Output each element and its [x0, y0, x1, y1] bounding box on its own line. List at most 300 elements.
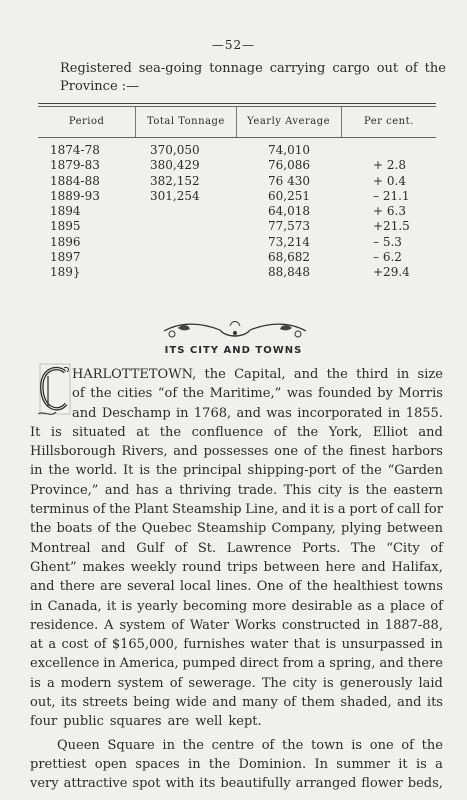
table-cell-total	[150, 265, 236, 280]
word: of	[405, 61, 418, 76]
text-line	[72, 384, 443, 403]
table-cell-period: 1895	[50, 219, 81, 234]
word: desirable	[291, 598, 353, 614]
word: the	[424, 61, 446, 76]
table-cell-period: 1889-93	[50, 188, 100, 203]
table-cell-percent: + 6.3	[373, 204, 406, 219]
word: terminus	[30, 502, 90, 518]
word: of	[288, 579, 302, 595]
word: cargo	[332, 61, 370, 76]
word: Registered	[60, 61, 132, 76]
word: of	[430, 540, 443, 556]
word: place	[389, 598, 426, 614]
word: between	[263, 559, 320, 575]
word: the	[322, 444, 344, 460]
word: wide	[175, 695, 207, 711]
table-body	[38, 138, 436, 281]
word: the	[30, 521, 52, 537]
word: “Garden	[387, 463, 443, 479]
word: in	[430, 637, 443, 653]
page-number: —52—	[211, 38, 256, 52]
text-line	[30, 500, 443, 519]
word: shipping-port	[247, 463, 337, 479]
word: Works	[234, 617, 277, 633]
table-cell-total: 370,050	[150, 143, 200, 157]
word: centre	[211, 737, 255, 753]
word: is	[325, 637, 337, 653]
word: is	[348, 482, 360, 498]
word: its	[60, 695, 78, 711]
word: direct	[239, 656, 279, 672]
table-cell-average: 60,251	[268, 188, 310, 203]
word: and	[361, 559, 386, 575]
word: well	[195, 714, 223, 730]
word: St.	[197, 540, 217, 556]
word: towns	[403, 579, 443, 595]
word: sewerage.	[188, 675, 256, 691]
word: beds,	[407, 776, 443, 792]
word: with	[165, 776, 195, 792]
table-cell-period: 1896	[50, 234, 81, 249]
word: kept.	[228, 714, 262, 730]
word: of	[97, 521, 111, 537]
word: 1887-88,	[384, 617, 443, 633]
word: York,	[328, 424, 363, 440]
word: incorporated	[297, 405, 383, 421]
word: eastern	[393, 482, 443, 498]
word: and	[72, 405, 97, 421]
table-cell-total: 380,429	[150, 158, 200, 173]
word: and	[397, 695, 422, 711]
word: and	[282, 502, 307, 518]
word: in	[188, 756, 201, 772]
word: confluence	[191, 424, 264, 440]
word: America,	[119, 656, 179, 672]
word: tonnage	[209, 61, 263, 76]
word: out,	[30, 695, 56, 711]
word: that	[293, 637, 321, 653]
word: in	[366, 617, 379, 633]
word: of	[261, 737, 275, 753]
word: in	[103, 656, 116, 672]
word: This	[283, 482, 312, 498]
word: Company,	[271, 521, 336, 537]
word: it	[106, 598, 117, 614]
word: town	[311, 737, 344, 753]
table-cell-total: 301,254	[150, 188, 200, 203]
word: several	[127, 579, 175, 595]
table-cell-average: 77,573	[268, 219, 310, 234]
word: between	[386, 521, 443, 537]
word: more	[252, 598, 287, 614]
word: HARLOTTETOWN,	[72, 367, 197, 382]
intro-paragraph	[60, 60, 446, 96]
table-cell-average: 76 430	[268, 173, 310, 188]
word: of	[169, 675, 183, 691]
word: a	[317, 656, 326, 672]
text-line	[30, 577, 443, 596]
word: the	[421, 737, 443, 753]
word: Maritime,”	[209, 386, 282, 402]
word: flower	[361, 776, 403, 792]
word: laid	[418, 675, 443, 691]
word: in	[30, 598, 43, 614]
word: shaded,	[340, 695, 392, 711]
word: Province,”	[30, 482, 99, 498]
word: harbors	[391, 444, 443, 460]
word: of	[283, 695, 296, 711]
text-line	[30, 461, 443, 480]
text-line	[30, 481, 443, 500]
word: and	[104, 482, 130, 498]
table-cell-period: 1894	[50, 204, 81, 219]
word: pumped	[182, 656, 236, 672]
word: arranged	[295, 776, 357, 792]
word: and	[101, 540, 126, 556]
word: city	[292, 675, 317, 691]
word: are	[100, 579, 122, 595]
word: open	[94, 756, 127, 772]
word: The	[350, 540, 376, 556]
word: Steamship	[196, 521, 267, 537]
word: in	[387, 405, 401, 421]
header-total-tonnage: Total Tonnage	[135, 107, 235, 137]
word: in	[30, 463, 43, 479]
table-cell-percent: +21.5	[373, 219, 410, 234]
yearly-average-column	[236, 143, 341, 281]
table-cell-total	[150, 204, 236, 219]
text-line	[72, 404, 443, 423]
word: Deschamp	[101, 405, 171, 421]
text-line	[30, 616, 443, 635]
word: “of	[157, 386, 178, 402]
word: city	[317, 482, 342, 498]
word: size	[417, 367, 443, 382]
table-cell-average: 88,848	[268, 265, 310, 280]
word: “City	[386, 540, 420, 556]
section-heading: ITS CITY AND TOWNS	[164, 345, 303, 356]
table-cell-period: 1884-88	[50, 173, 100, 188]
body-text	[30, 365, 443, 794]
word: a	[337, 502, 346, 518]
word: Line,	[245, 502, 279, 518]
text-line	[30, 712, 443, 731]
word: Canada,	[47, 598, 102, 614]
word: Montreal	[30, 540, 91, 556]
table-cell-total: 382,152	[150, 173, 200, 188]
text-line	[30, 635, 443, 654]
word: the	[208, 756, 231, 772]
word: Plant	[134, 502, 169, 518]
word: streets	[82, 695, 128, 711]
word: the	[115, 521, 137, 537]
word: the	[182, 737, 204, 753]
word: Rivers,	[121, 444, 168, 460]
table-cell-average: 76,086	[268, 158, 310, 173]
word: third	[356, 367, 389, 382]
word: One	[256, 579, 284, 595]
word: at	[136, 424, 150, 440]
word: a	[48, 637, 57, 653]
word: 1855.	[405, 405, 443, 421]
word: is	[50, 424, 62, 440]
word: In	[314, 756, 328, 772]
word: being	[133, 695, 171, 711]
intro-line: Province :—	[60, 79, 140, 94]
table-cell-period: 1874-78	[50, 143, 100, 157]
word: public	[63, 714, 104, 730]
word: there	[59, 579, 95, 595]
word: founded	[317, 386, 372, 402]
word: 1768,	[193, 405, 232, 421]
word: Capital,	[234, 367, 286, 382]
word: spot	[132, 776, 161, 792]
table-header	[38, 107, 436, 137]
word: healthiest	[333, 579, 399, 595]
word: call	[397, 502, 421, 518]
table-cell-average: 68,682	[268, 250, 310, 265]
word: in	[162, 737, 175, 753]
table-cell-percent: – 21.1	[373, 188, 410, 203]
word: squares	[109, 714, 162, 730]
table-rule	[38, 103, 436, 104]
word: beautifully	[220, 776, 291, 792]
word: of	[92, 502, 106, 518]
word: cities	[117, 386, 153, 402]
word: and	[30, 579, 55, 595]
text-line	[30, 736, 443, 755]
tonnage-table	[38, 103, 436, 281]
word: of	[273, 424, 287, 440]
word: of	[171, 617, 184, 633]
word: Gulf	[136, 540, 164, 556]
text-line	[30, 755, 443, 774]
word: Steamship	[172, 502, 242, 518]
word: the	[326, 367, 348, 382]
word: system	[117, 675, 164, 691]
word: are	[167, 714, 190, 730]
word: generously	[339, 675, 413, 691]
word: is	[322, 675, 334, 691]
word: attractive	[63, 776, 128, 792]
word: Ghent”	[30, 559, 77, 575]
word: out	[376, 61, 399, 76]
word: is	[121, 598, 133, 614]
text-line	[30, 674, 443, 693]
table-cell-total	[150, 250, 236, 265]
word: a	[46, 675, 55, 691]
header-per-cent: Per cent.	[341, 107, 436, 137]
word: one	[369, 737, 394, 753]
word: there	[407, 656, 443, 672]
intro-line	[60, 60, 446, 78]
word: It	[123, 463, 134, 479]
text-line	[30, 654, 443, 673]
word: in	[176, 405, 189, 421]
word: the	[296, 424, 319, 440]
word: four	[30, 714, 58, 730]
word: the	[365, 482, 387, 498]
table-cell-total	[150, 219, 236, 234]
word: the	[159, 424, 182, 440]
word: has	[135, 482, 159, 498]
table-cell-percent	[373, 143, 436, 158]
word: by	[377, 386, 393, 402]
table-cell-percent: – 6.2	[373, 250, 402, 265]
word: in	[396, 367, 410, 382]
word: at	[30, 637, 43, 653]
word: round	[182, 559, 222, 575]
table-cell-average: 73,214	[268, 234, 310, 249]
period-column	[38, 143, 136, 281]
word: of	[174, 540, 188, 556]
table-cell-percent: + 2.8	[373, 158, 406, 173]
word: constructed	[281, 617, 361, 633]
word: for	[424, 502, 443, 518]
word: was	[266, 405, 292, 421]
table-cell-average: 74,010	[268, 143, 310, 157]
word: is	[139, 463, 151, 479]
word: spaces	[135, 756, 180, 772]
word: as	[357, 598, 372, 614]
word: the	[282, 737, 304, 753]
word: prettiest	[30, 756, 87, 772]
word: residence.	[30, 617, 99, 633]
word: cost	[61, 637, 89, 653]
word: yearly	[137, 598, 178, 614]
table-cell-percent: – 5.3	[373, 234, 402, 249]
word: many	[242, 695, 278, 711]
word: a	[377, 598, 385, 614]
table-cell-percent: +29.4	[373, 265, 410, 280]
word: becoming	[182, 598, 248, 614]
word: was	[286, 386, 313, 402]
word: Lawrence	[226, 540, 292, 556]
header-yearly-average: Yearly Average	[236, 107, 341, 137]
word: of	[380, 502, 394, 518]
word: Hillsborough	[30, 444, 116, 460]
word: them	[301, 695, 335, 711]
text-line	[30, 442, 443, 461]
word: the	[306, 579, 328, 595]
word: spring,	[329, 656, 376, 672]
word: carrying	[269, 61, 326, 76]
word: a	[435, 756, 443, 772]
word: the	[204, 367, 226, 382]
word: is	[415, 756, 427, 772]
word: is	[323, 502, 335, 518]
word: Morris	[398, 386, 443, 402]
word: one	[274, 444, 299, 460]
word: it	[310, 502, 320, 518]
word: and	[236, 405, 261, 421]
word: the	[48, 463, 70, 479]
word: Water	[189, 617, 230, 633]
text-line	[72, 365, 443, 384]
word: and	[418, 424, 443, 440]
table-cell-period: 189}	[50, 265, 81, 280]
word: local	[179, 579, 212, 595]
word: water	[250, 637, 289, 653]
word: of	[72, 386, 85, 402]
word: boats	[56, 521, 93, 537]
word: and	[212, 695, 237, 711]
word: and	[379, 656, 404, 672]
table-cell-percent: + 0.4	[373, 173, 406, 188]
text-line	[30, 597, 443, 616]
word: sea-going	[138, 61, 203, 76]
word: Ports.	[302, 540, 341, 556]
text-line	[30, 519, 443, 538]
word: it	[398, 756, 408, 772]
word: the	[90, 386, 112, 402]
word: its	[199, 776, 216, 792]
word: It	[30, 424, 41, 440]
word: the	[182, 386, 205, 402]
per-cent-column	[341, 143, 436, 281]
word: of	[401, 737, 414, 753]
word: the	[360, 463, 382, 479]
word: the	[155, 463, 178, 479]
word: Halifax,	[391, 559, 443, 575]
text-line	[30, 539, 443, 558]
total-tonnage-column	[136, 143, 236, 281]
word: Dominion.	[238, 756, 307, 772]
word: summer	[336, 756, 390, 772]
word: is	[30, 675, 41, 691]
word: world.	[75, 463, 118, 479]
text-line	[30, 423, 443, 442]
word: of	[303, 444, 317, 460]
word: is	[351, 737, 363, 753]
table-cell-average: 64,018	[268, 204, 310, 219]
word: finest	[349, 444, 386, 460]
word: unsurpassed	[341, 637, 426, 653]
header-period: Period	[68, 116, 105, 127]
word: plying	[341, 521, 382, 537]
word: Quebec	[141, 521, 192, 537]
word: excellence	[30, 656, 100, 672]
word: of	[342, 463, 355, 479]
table-cell-period: 1879-83	[50, 158, 100, 173]
word: principal	[182, 463, 242, 479]
word: trade.	[237, 482, 278, 498]
word: possesses	[203, 444, 269, 460]
word: lines.	[216, 579, 252, 595]
text-line	[30, 558, 443, 577]
word: trips	[227, 559, 258, 575]
word: system	[119, 617, 166, 633]
word: weekly	[130, 559, 177, 575]
word: Elliot	[372, 424, 408, 440]
word: and	[293, 367, 319, 382]
word: thriving	[179, 482, 232, 498]
table-cell-total	[150, 235, 236, 250]
text-line	[30, 774, 443, 793]
word: the	[109, 502, 131, 518]
word: A	[104, 617, 114, 633]
text-line	[30, 693, 443, 712]
decorative-ornament-icon	[160, 318, 310, 342]
word: The	[261, 675, 287, 691]
word: from	[282, 656, 314, 672]
word: of	[93, 637, 107, 653]
word: Queen	[57, 737, 100, 753]
word: a	[164, 482, 173, 498]
word: $165,000,	[111, 637, 179, 653]
word: makes	[82, 559, 125, 575]
word: and	[173, 444, 198, 460]
